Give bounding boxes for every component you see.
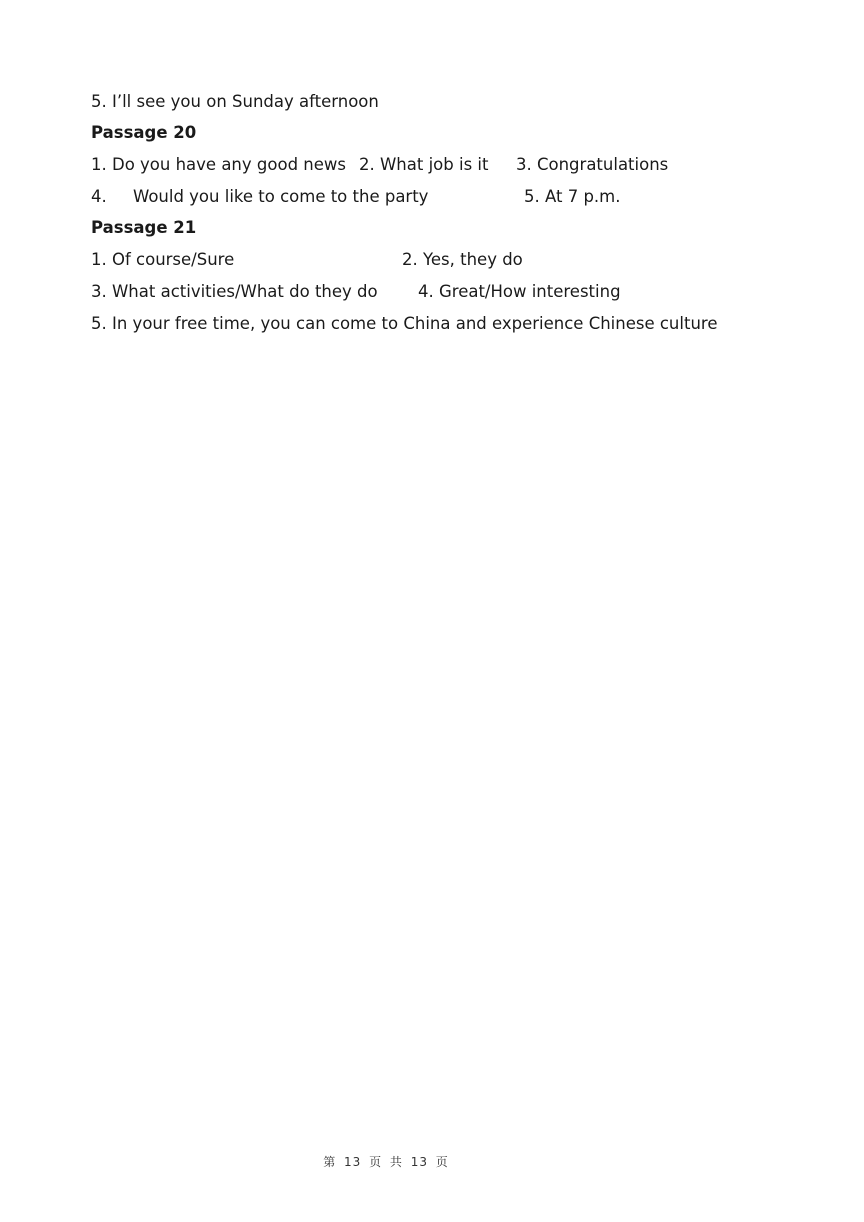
page-footer: 第 13 页 共 13 页: [323, 1155, 449, 1169]
answer-21-5: 5. In your free time, you can come to China and experience Chinese culture: [91, 314, 718, 333]
answer-21-1: 1. Of course/Sure: [91, 250, 235, 269]
answer-21-4: 4. Great/How interesting: [418, 282, 621, 301]
answer-20-2: 2. What job is it: [359, 155, 489, 174]
answer-line-19-5: [91, 92, 379, 112]
answer-21-2: 2. Yes, they do: [402, 250, 523, 269]
answer-20-3: 3. Congratulations: [516, 155, 669, 174]
answer-20-1: 1. Do you have any good news: [91, 155, 346, 174]
answer-line-21-5: [91, 314, 717, 334]
answer-row-21-1: [91, 250, 731, 270]
answer-20-4: 4. Would you like to come to the party: [91, 187, 429, 206]
passage-20-heading: Passage 20: [91, 123, 197, 142]
answer-text: 5. I’ll see you on Sunday afternoon: [91, 92, 379, 111]
passage-21-heading: Passage 21: [91, 218, 197, 237]
answer-row-21-2: [91, 282, 731, 302]
answer-row-20-1: [91, 155, 731, 175]
answer-20-5: 5. At 7 p.m.: [524, 187, 621, 206]
answer-row-20-2: [91, 187, 731, 207]
answer-21-3: 3. What activities/What do they do: [91, 282, 378, 301]
